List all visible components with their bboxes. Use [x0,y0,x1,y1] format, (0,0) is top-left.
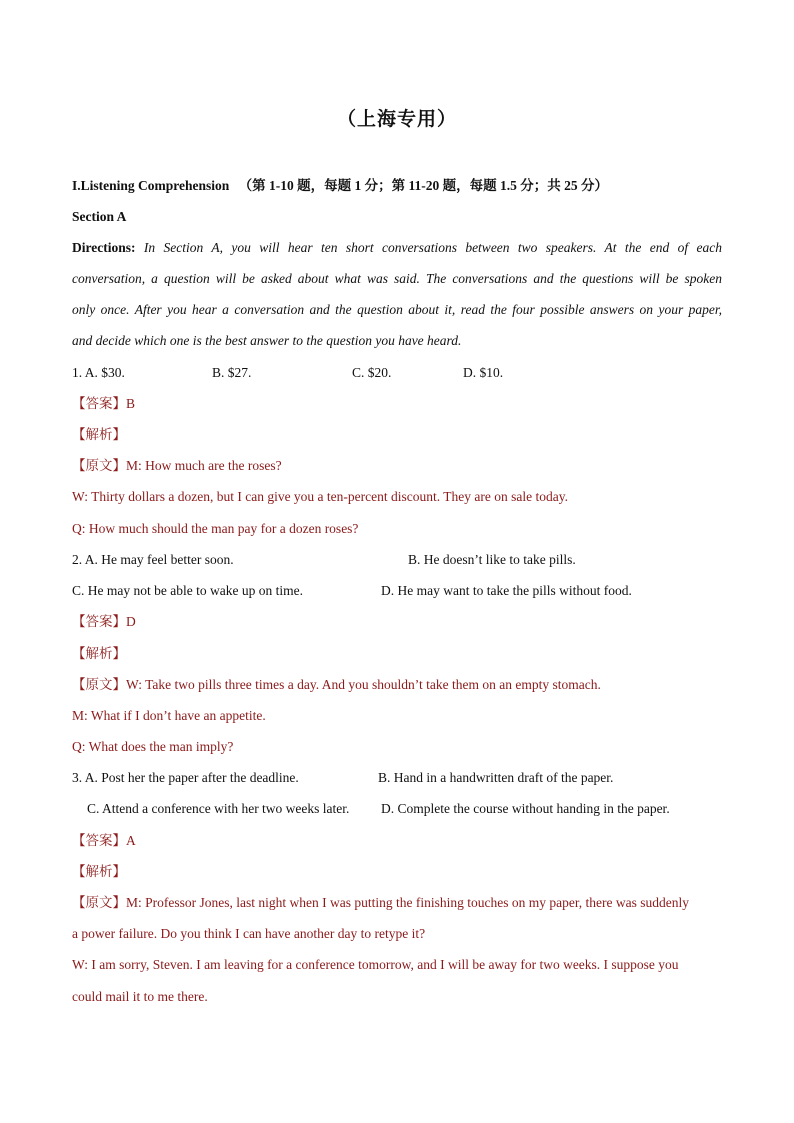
q3-analysis-label: 【解析】 [72,864,126,879]
q1-transcript-2: W: Thirty dollars a dozen, but I can give you a ten-percent discount. They are on sale today. [72,489,568,504]
q3-line-1: M: Professor Jones, last night when I was putting the finishing touches on my paper, there was suddenly [126,895,689,910]
directions-line-4: and decide which one is the best answer to the question you have heard. [72,333,462,348]
q2-option-c: C. He may not be able to wake up on time. [72,583,303,598]
directions-line-2: conversation, a question will be asked about what was said. The conversations and the questions will be spoken [72,271,722,286]
section-heading-line [72,178,608,194]
q3-transcript-2: a power failure. Do you think I can have another day to retype it? [72,926,426,941]
q3-transcript-4: could mail it to me there. [72,989,208,1004]
q3-option-a: 3. A. Post her the paper after the deadline. [72,770,299,785]
q1-option-d: D. $10. [463,365,504,380]
directions-line-1 [72,240,722,256]
q2-option-d: D. He may want to take the pills without food. [381,583,632,598]
q2-option-a: 2. A. He may feel better soon. [72,552,234,567]
q1-option-c: C. $20. [352,365,392,380]
original-label: 【原文】 [72,458,126,473]
q1-line-1: M: How much are the roses? [126,458,282,473]
q3-option-d: D. Complete the course without handing in the paper. [381,801,670,816]
answer-label: 【答案】 [72,833,126,848]
q2-answer [72,614,136,630]
q3-answer-value: A [126,833,136,848]
answer-label: 【答案】 [72,396,126,411]
q2-analysis-label: 【解析】 [72,646,126,661]
q2-transcript-3: Q: What does the man imply? [72,739,234,754]
original-label: 【原文】 [72,677,126,692]
q3-transcript-1 [72,895,689,911]
q2-answer-value: D [126,614,136,629]
q2-transcript-2: M: What if I don’t have an appetite. [72,708,266,723]
original-label: 【原文】 [72,895,126,910]
q1-analysis-label: 【解析】 [72,427,126,442]
q1-answer [72,396,135,412]
q3-transcript-3: W: I am sorry, Steven. I am leaving for a conference tomorrow, and I will be away for two weeks. I suppose you [72,957,679,972]
q1-transcript-3: Q: How much should the man pay for a dozen roses? [72,521,359,536]
q3-option-c: C. Attend a conference with her two weeks later. [87,801,350,816]
q1-option-b: B. $27. [212,365,252,380]
section-scoring: （第 1-10 题，每题 1 分；第 11-20 题，每题 1.5 分；共 25 分） [238,178,609,193]
directions-text-1: In Section A, you will hear ten short conversations between two speakers. At the end of each [143,240,722,255]
q1-answer-value: B [126,396,136,411]
q1-option-a: 1. A. $30. [72,365,125,380]
q2-line-1: W: Take two pills three times a day. And you shouldn’t take them on an empty stomach. [126,677,601,692]
section-heading: I.Listening Comprehension [72,178,230,193]
q2-option-b: B. He doesn’t like to take pills. [408,552,576,567]
section-a-label: Section A [72,209,127,224]
directions-line-3: only once. After you hear a conversation and the question about it, read the four possible answers on your paper, [72,302,722,317]
answer-label: 【答案】 [72,614,126,629]
q1-transcript-1 [72,458,282,474]
q3-option-b: B. Hand in a handwritten draft of the paper. [378,770,614,785]
q2-transcript-1 [72,677,601,693]
directions-label: Directions: [72,240,136,255]
q3-answer [72,833,136,849]
page-title: （上海专用） [336,109,457,130]
